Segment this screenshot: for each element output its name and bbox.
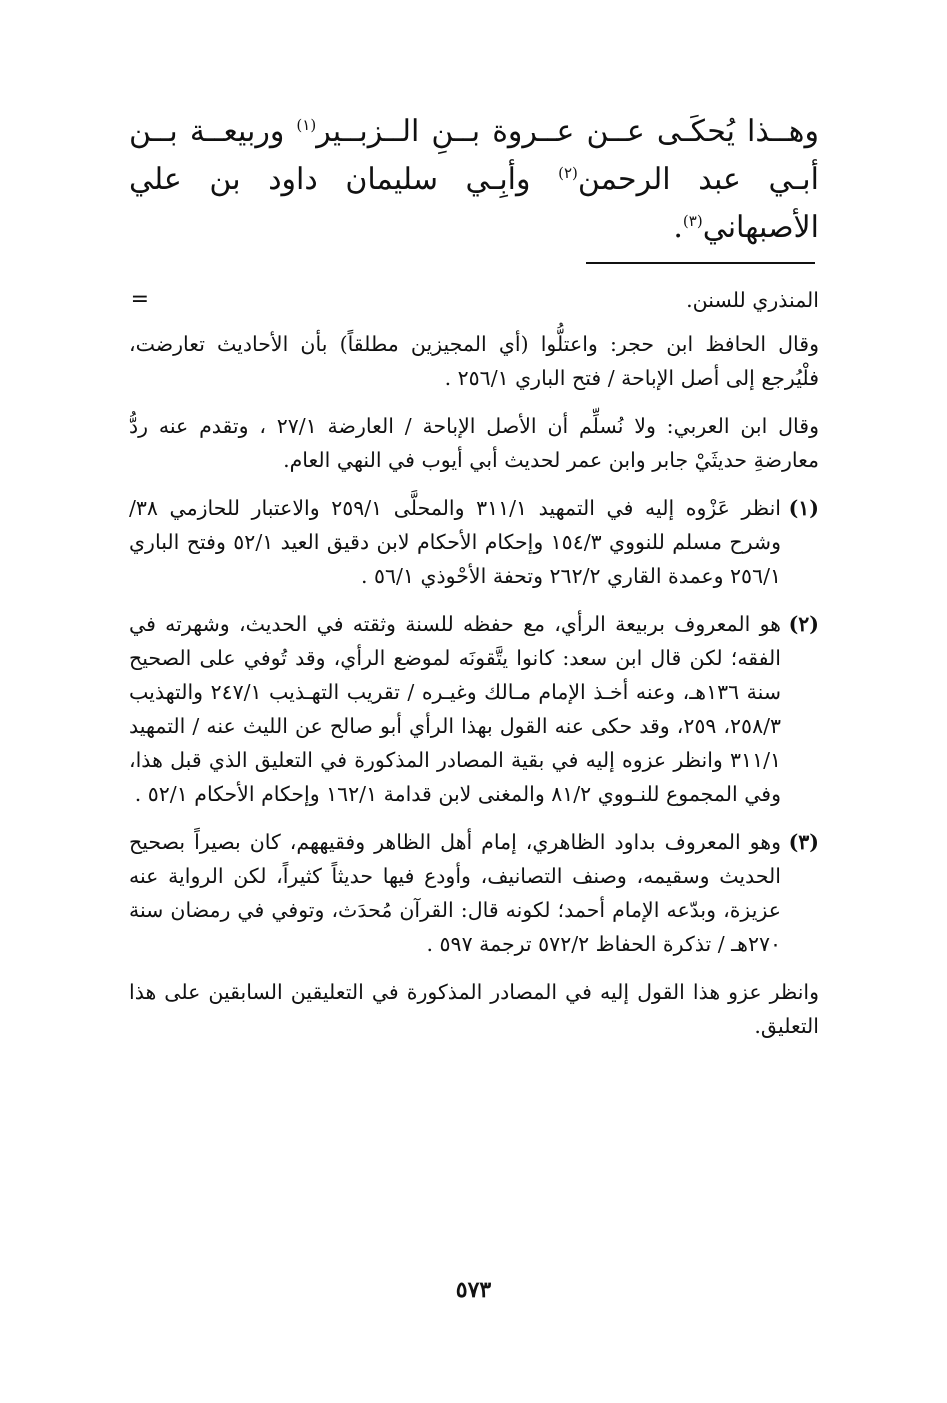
- footnote-text: وهو المعروف بداود الظاهري، إمام أهل الظاهر وفقيههم، كان بصيراً بصحيح الحديث وسقيمه، وصنف التصانيف، وأودع فيها حديثاً كثيراً، لكن الرواية عنه عزيزة، وبدّعه الإمام أحمد؛ لكونه قال: القرآن مُحدَث، وتوفي في رمضان سنة ٢٧٠هـ / تذكرة الحفاظ ٥٧٢/٢ ترجمة ٥٩٧ .: [129, 830, 781, 956]
- footnote-number: (٣): [788, 830, 819, 854]
- page-number: ٥٧٣: [455, 1277, 492, 1303]
- main-text-end: .: [673, 210, 683, 245]
- continuation-text: المنذري للسنن.: [686, 288, 819, 312]
- main-paragraph: [129, 108, 819, 252]
- footnote-number: (٢): [788, 612, 819, 636]
- footnote-text: هو المعروف بربيعة الرأي، مع حفظه للسنة وثقته في الحديث، وشهرته في الفقه؛ لكن قال ابن سعد: كانوا يتَّقونَه لموضع الرأي، وقد تُوفي على الصحيح سنة ١٣٦هـ، وعنه أخـذ الإمام مـالك وغيـره / تقريب التهـذيب ٢٤٧/١ والتهذيب ٢٥٨/٣، ٢٥٩، وقد حكى عنه القول بهذا الرأي أبو صالح عن الليث عنه / التمهيد ٣١١/١ وانظر عزوه إليه في بقية المصادر المذكورة في التعليق الذي قبل هذا، وفي المجموع للنـووي ٨١/٢ والمغنى لابن قدامة ١٦٢/١ وإحكام الأحكام ٥٢/١ .: [129, 612, 782, 806]
- continuation-marker: =: [130, 287, 149, 312]
- footnote-3: [129, 825, 819, 1043]
- footnote-continuation: [129, 283, 819, 317]
- main-text: [129, 108, 819, 252]
- footnote-text-continued: وانظر عزو هذا القول إليه في المصادر المذكورة في التعليقين السابقين على هذا التعليق.: [129, 980, 819, 1038]
- footnote-ref-1[interactable]: (١): [296, 116, 317, 134]
- footnote-text: انظر عَزْوه إليه في التمهيد ٣١١/١ والمحلَّى ٢٥٩/١ والاعتبار للحازمي ٣٨/ وشرح مسلم للنووي ١٥٤/٣ وإحكام الأحكام لابن دقيق العيد ٥٢/١ وفتح الباري ٢٥٦/١ وعمدة القاري ٢٦٢/٢ وتحفة الأحْوذي ٥٦/١ .: [129, 496, 781, 588]
- footnote-ref-2[interactable]: (٢): [558, 164, 578, 182]
- footnote-separator: [586, 262, 815, 264]
- footnote-number: (١): [788, 496, 819, 520]
- main-text-part-3: وأبِـي سليمان داود بن علي الأصبهاني: [129, 162, 819, 245]
- continuation-paragraph-2: وقال ابن العربي: ولا نُسلِّم أن الأصل الإباحة / العارضة ٢٧/١ ، وتقدم عنه ردُّ معارضةِ حديثَيْ جابر وابن عمر لحديث أبي أيوب في النهي العام.: [129, 414, 819, 472]
- footnote-ref-3[interactable]: (٣): [682, 212, 703, 230]
- main-text-part-2: وربيعــة بــن أبـي عبد الرحمن: [129, 114, 819, 197]
- footnote-1: [129, 491, 819, 593]
- footnotes: [129, 283, 819, 1057]
- continuation-paragraph-1: وقال الحافظ ابن حجر: واعتلُّوا (أي المجيزين مطلقاً) بأن الأحاديث تعارضت، فلْيُرجع إلى أصل الإباحة / فتح الباري ٢٥٦/١ .: [129, 332, 819, 390]
- footnote-2: [129, 607, 819, 811]
- main-text-part-1: وهــذا يُحكَـى عــن عــروة بــنِ الــزبــير: [316, 114, 819, 149]
